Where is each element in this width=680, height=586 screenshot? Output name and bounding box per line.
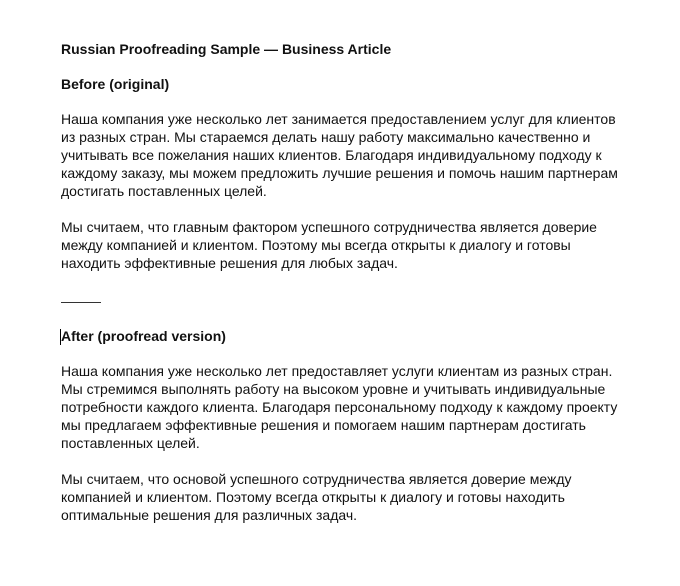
- document-body[interactable]: [61, 40, 621, 524]
- after-paragraph-1: Наша компания уже несколько лет предоставляет услуги клиентам из разных стран. Мы стремимся выполнять работу на высоком уровне и учитывать индивидуальные потребности каждого клиента. Благодаря персональному подходу к каждому проекту мы предлагаем эффективные решения и помогаем нашим партнерам достигать поставленных целей.: [61, 363, 618, 451]
- after-paragraph-2: Мы считаем, что основой успешного сотрудничества является доверие между компанией и клиентом. Поэтому всегда открыты к диалогу и готовы находить оптимальные решения для различных задач.: [61, 471, 572, 523]
- before-heading: Before (original): [61, 76, 170, 92]
- section-divider: [61, 302, 101, 303]
- before-paragraph-1: Наша компания уже несколько лет занимается предоставлением услуг для клиентов из разных стран. Мы стараемся делать нашу работу максимально качественно и учитывать все пожелания наших клиентов. Благодаря индивидуальному подходу к каждому заказу, мы можем предложить лучшие решения и помочь нашим партнерам достигать поставленных целей.: [61, 111, 618, 199]
- document-title: Russian Proofreading Sample — Business Article: [61, 41, 392, 57]
- before-paragraph-2: Мы считаем, что главным фактором успешного сотрудничества является доверие между компанией и клиентом. Поэтому мы всегда открыты к диалогу и готовы находить эффективные решения для любых задач.: [61, 219, 597, 271]
- text-cursor: [60, 329, 61, 345]
- after-heading: After (proofread version): [61, 328, 226, 344]
- after-heading-line: [61, 327, 621, 346]
